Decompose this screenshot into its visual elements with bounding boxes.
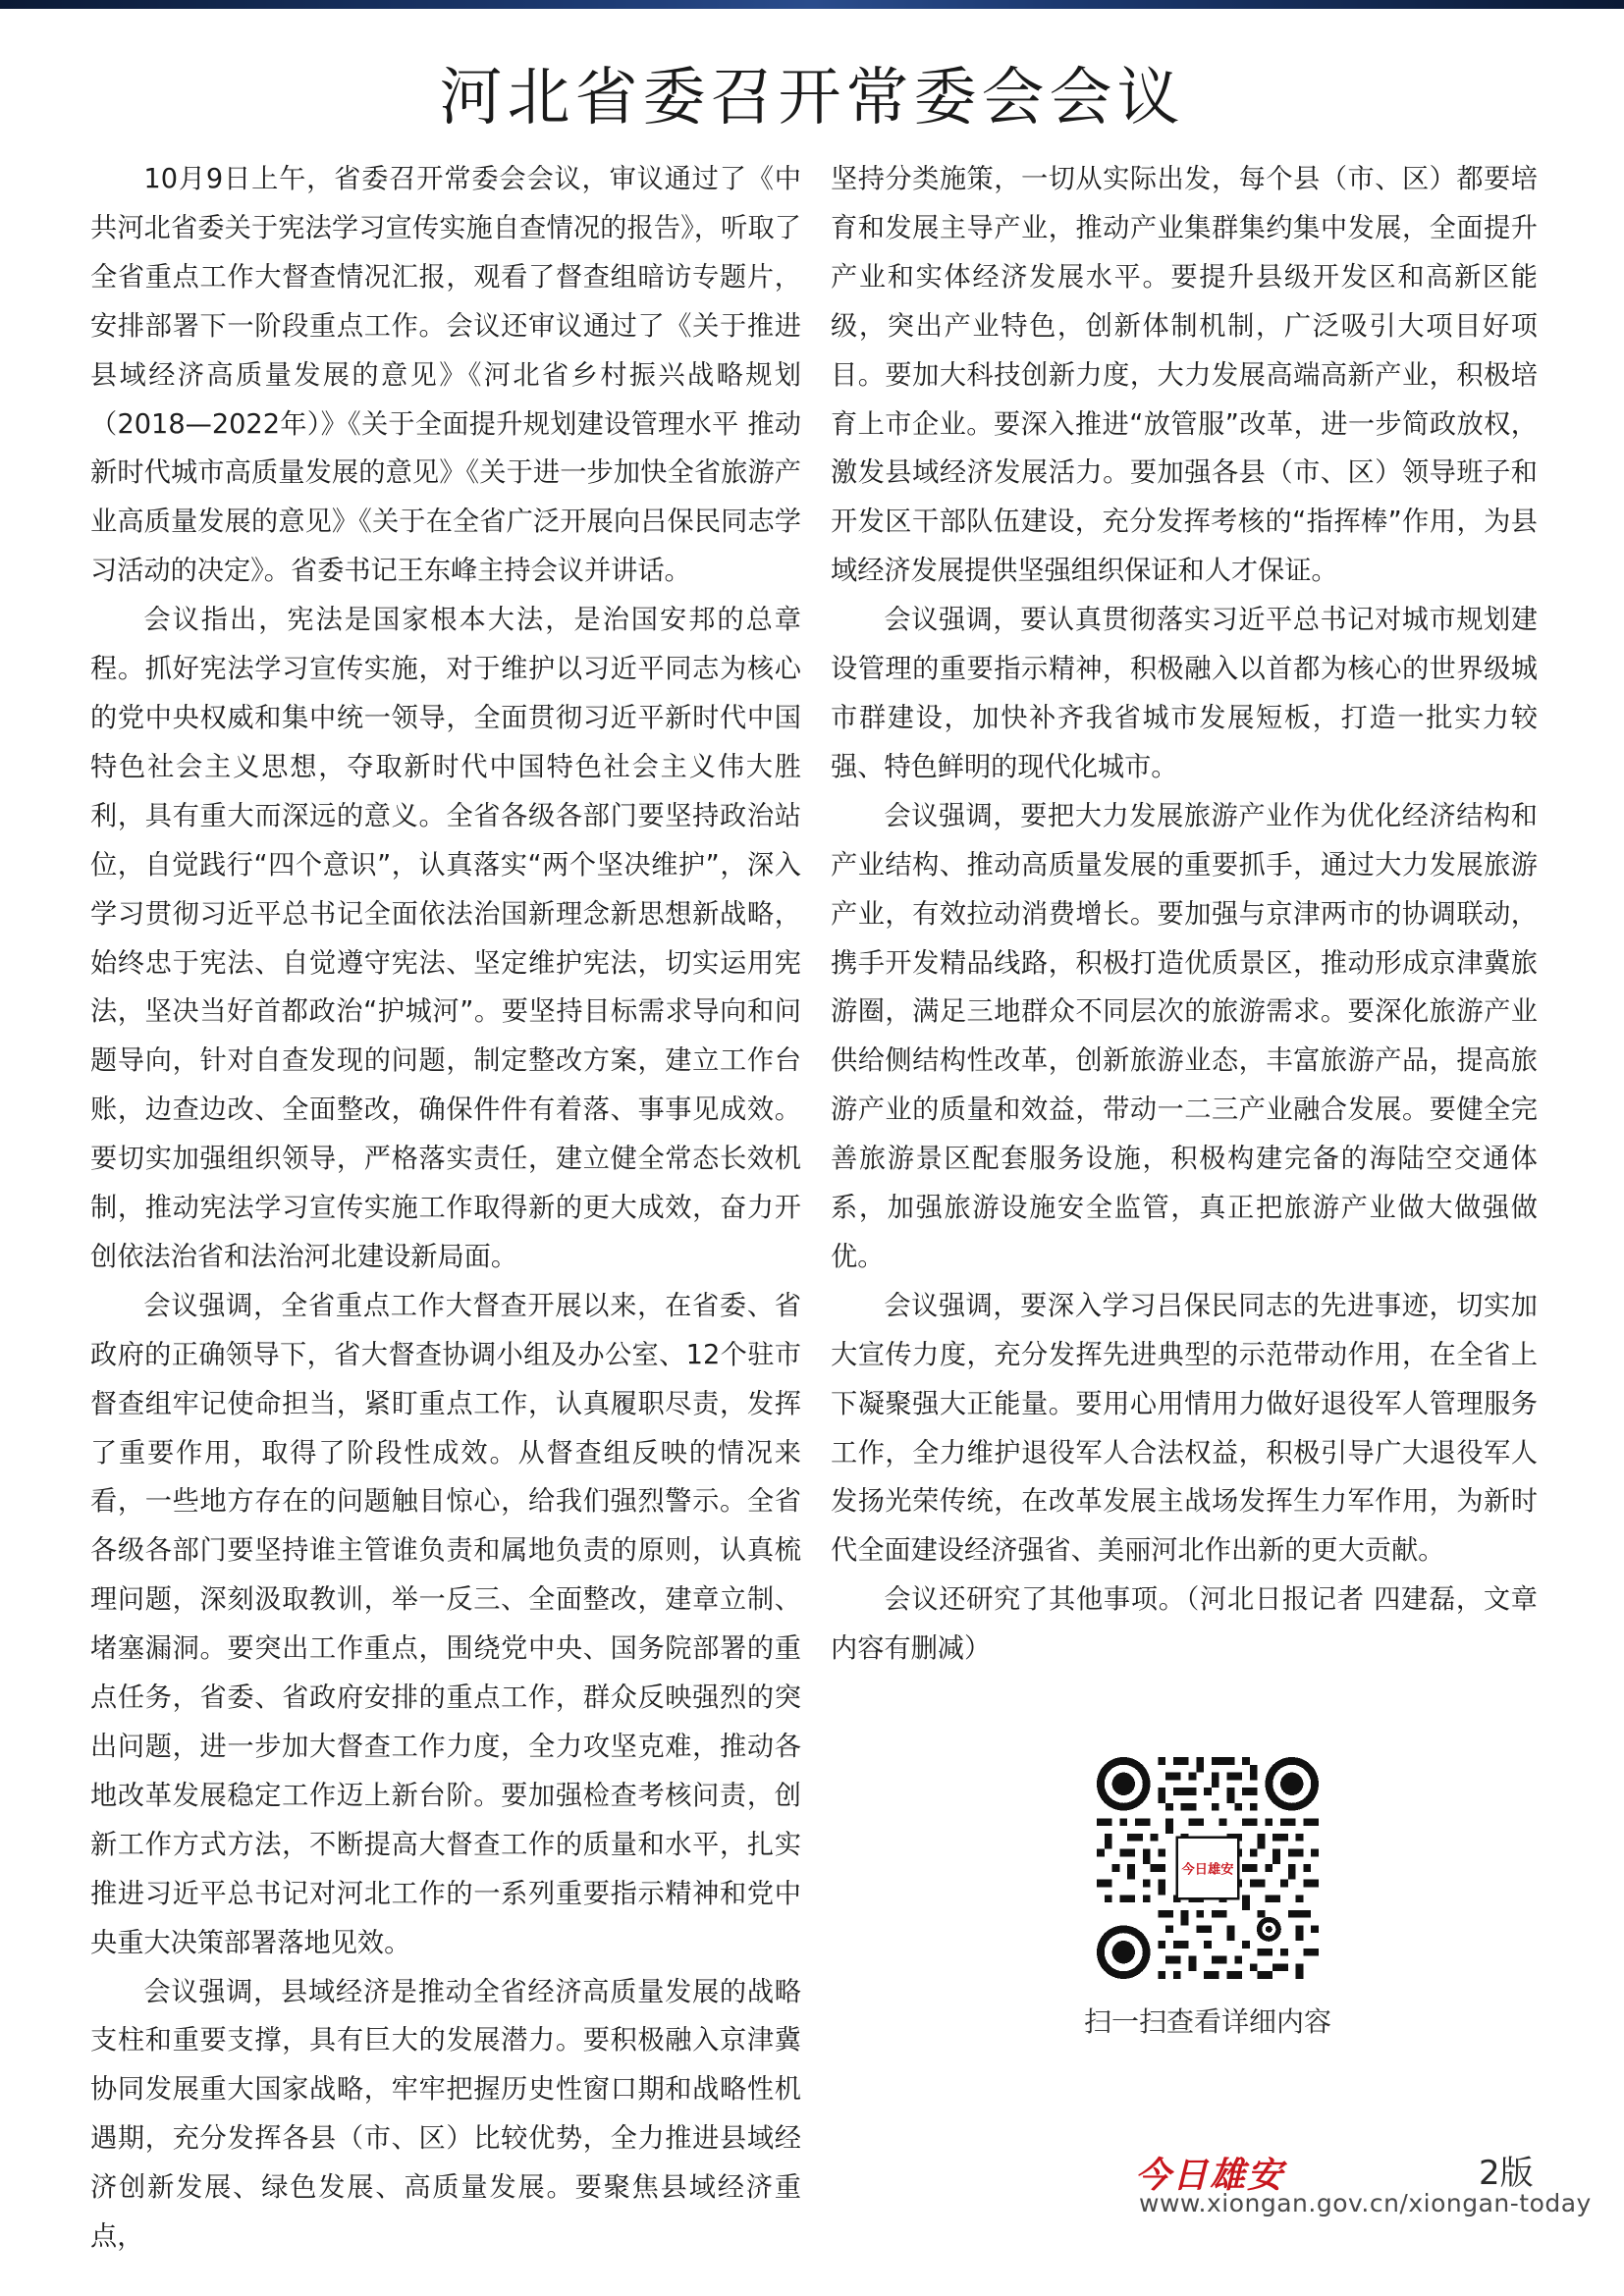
paragraph: 会议强调，县域经济是推动全省经济高质量发展的战略支柱和重要支撑，具有巨大的发展潜力。要积极融入京津冀协同发展重大国家战略，牢牢把握历史性窗口期和战略性机遇期，充分发挥各县（市、区）比较优势，全力推进县域经济创新发展、绿色发展、高质量发展。要聚焦县域经济重点， <box>90 1976 801 2253</box>
website-url[interactable]: www.xiongan.gov.cn/xiongan-today <box>1139 2189 1592 2217</box>
qr-code-block <box>1080 1757 1335 2040</box>
qr-caption: 扫一扫查看详细内容 <box>1083 2005 1331 2038</box>
paragraph: 会议指出，宪法是国家根本大法，是治国安邦的总章程。抓好宪法学习宣传实施，对于维护以习近平同志为核心的党中央权威和集中统一领导，全面贯彻习近平新时代中国特色社会主义思想，夺取新时代中国特色社会主义伟大胜利，具有重大而深远的意义。全省各级各部门要坚持政治站位，自觉践行“四个意识”，认真落实“两个坚决维护”，深入学习贯彻习近平总书记全面依法治国新理念新思想新战略，始终忠于宪法、自觉遵守宪法、坚定维护宪法，切实运用宪法，坚决当好首都政治“护城河”。要坚持目标需求导向和问题导向，针对自查发现的问题，制定整改方案，建立工作台账，边查边改、全面整改，确保件件有着落、事事见成效。要切实加强组织领导，严格落实责任，建立健全常态长效机制，推动宪法学习宣传实施工作取得新的更大成效，奋力开创依法治省和法治河北建设新局面。 <box>90 605 801 1272</box>
paragraph: 会议还研究了其他事项。（河北日报记者 四建磊，文章内容有删减） <box>831 1584 1538 1665</box>
paragraph: 10月9日上午，省委召开常委会会议，审议通过了《中共河北省委关于宪法学习宣传实施自查情况的报告》，听取了全省重点工作大督查情况汇报，观看了督查组暗访专题片，安排部署下一阶段重点工作。会议还审议通过了《关于推进县域经济高质量发展的意见》《河北省乡村振兴战略规划（2018—2022年）》《关于全面提升规划建设管理水平 推动新时代城市高质量发展的意见》《关于进一步加快全省旅游产业高质量发展的意见》《关于在全省广泛开展向吕保民同志学习活动的决定》。省委书记王东峰主持会议并讲话。 <box>90 164 801 587</box>
qr-code-icon[interactable] <box>1097 1757 1319 1979</box>
qr-center-logo: 今日雄安 <box>1181 1862 1234 1878</box>
newspaper-logo: 今日雄安 <box>1135 2155 1285 2196</box>
article-title: 河北省委召开常委会会议 <box>439 62 1185 134</box>
article-right-column <box>831 155 1538 1674</box>
page-number: 2版 <box>1479 2154 1534 2193</box>
article-left-column <box>90 155 801 2262</box>
paragraph-continued: 坚持分类施策，一切从实际出发，每个县（市、区）都要培育和发展主导产业，推动产业集群集约集中发展，全面提升产业和实体经济发展水平。要提升县级开发区和高新区能级，突出产业特色，创新体制机制，广泛吸引大项目好项目。要加大科技创新力度，大力发展高端高新产业，积极培育上市企业。要深入推进“放管服”改革，进一步简政放权，激发县域经济发展活力。要加强各县（市、区）领导班子和开发区干部队伍建设，充分发挥考核的“指挥棒”作用，为县域经济发展提供坚强组织保证和人才保证。 <box>831 164 1538 587</box>
paragraph: 会议强调，要深入学习吕保民同志的先进事迹，切实加大宣传力度，充分发挥先进典型的示范带动作用，在全省上下凝聚强大正能量。要用心用情用力做好退役军人管理服务工作，全力维护退役军人合法权益，积极引导广大退役军人发扬光荣传统，在改革发展主战场发挥生力军作用，为新时代全面建设经济强省、美丽河北作出新的更大贡献。 <box>831 1290 1538 1567</box>
paragraph: 会议强调，要把大力发展旅游产业作为优化经济结构和产业结构、推动高质量发展的重要抓手，通过大力发展旅游产业，有效拉动消费增长。要加强与京津两市的协调联动，携手开发精品线路，积极打造优质景区，推动形成京津冀旅游圈，满足三地群众不同层次的旅游需求。要深化旅游产业供给侧结构性改革，创新旅游业态，丰富旅游产品，提高旅游产业的质量和效益，带动一二三产业融合发展。要健全完善旅游景区配套服务设施，积极构建完备的海陆空交通体系，加强旅游设施安全监管，真正把旅游产业做大做强做优。 <box>831 800 1538 1272</box>
paragraph: 会议强调，全省重点工作大督查开展以来，在省委、省政府的正确领导下，省大督查协调小组及办公室、12个驻市督查组牢记使命担当，紧盯重点工作，认真履职尽责，发挥了重要作用，取得了阶段性成效。从督查组反映的情况来看，一些地方存在的问题触目惊心，给我们强烈警示。全省各级各部门要坚持谁主管谁负责和属地负责的原则，认真梳理问题，深刻汲取教训，举一反三、全面整改，建章立制、堵塞漏洞。要突出工作重点，围绕党中央、国务院部署的重点任务，省委、省政府安排的重点工作，群众反映强烈的突出问题，进一步加大督查工作力度，全力攻坚克难，推动各地改革发展稳定工作迈上新台阶。要加强检查考核问责，创新工作方式方法，不断提高大督查工作的质量和水平，扎实推进习近平总书记对河北工作的一系列重要指示精神和党中央重大决策部署落地见效。 <box>90 1290 801 1958</box>
top-decorative-bar <box>0 0 1624 9</box>
paragraph: 会议强调，要认真贯彻落实习近平总书记对城市规划建设管理的重要指示精神，积极融入以首都为核心的世界级城市群建设，加快补齐我省城市发展短板，打造一批实力较强、特色鲜明的现代化城市。 <box>831 605 1538 782</box>
